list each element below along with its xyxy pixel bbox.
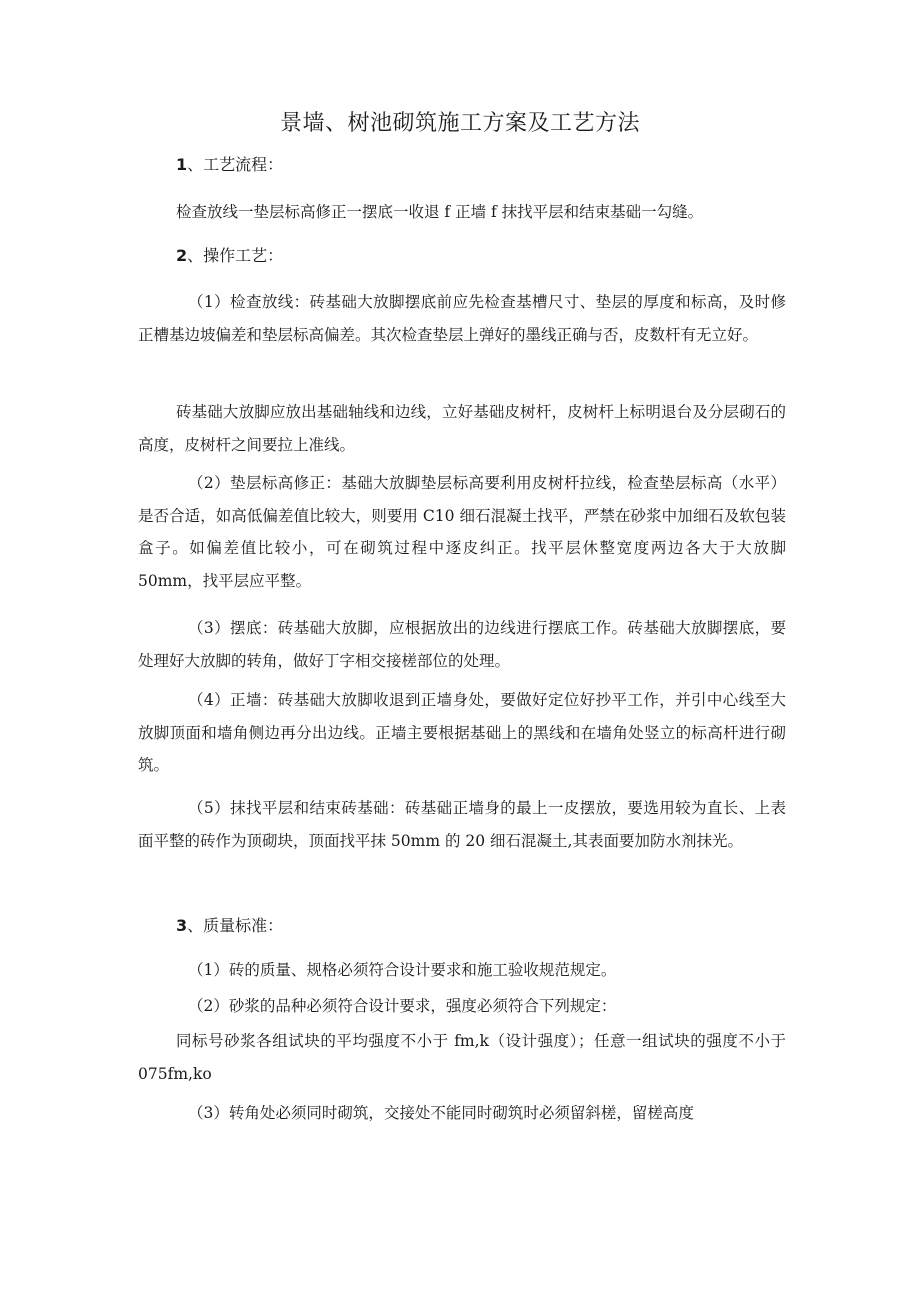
section-number: 2: [176, 246, 188, 265]
document-title: 景墙、树池砌筑施工方案及工艺方法: [279, 111, 640, 136]
paragraph: 同标号砂浆各组试块的平均强度不小于 fm,k（设计强度）；任意一组试块的强度不小于 075fm,ko: [138, 1032, 786, 1083]
section-number: 1: [176, 155, 188, 174]
paragraph: （2）垫层标高修正：基础大放脚垫层标高要利用皮树杆拉线，检查垫层标高（水平）是否合适，如高低偏差值比较大，则要用 C10 细石混凝土找平，严禁在砂浆中加细石及软包装盒子。如偏差值比较小，可在砌筑过程中逐皮纠正。找平层休整宽度两边各大于大放脚 50mm，找平层应平整。: [138, 474, 786, 590]
paragraph: （1）检查放线：砖基础大放脚摆底前应先检查基槽尺寸、垫层的厚度和标高，及时修正槽基边坡偏差和垫层标高偏差。其次检查垫层上弹好的墨线正确与否，皮数杆有无立好。: [138, 293, 786, 344]
section-heading-text: 、操作工艺：: [187, 246, 284, 265]
paragraph: 检查放线一垫层标高修正一摆底一收退 f 正墙 f 抹找平层和结束基础一勾缝。: [176, 203, 704, 221]
paragraph: （1）砖的质量、规格必须符合设计要求和施工验收规范规定。: [188, 961, 617, 979]
section-heading-text: 、质量标准：: [187, 916, 284, 935]
section-heading-text: 、工艺流程：: [187, 155, 284, 174]
paragraph: 砖基础大放脚应放出基础轴线和边线，立好基础皮树杆，皮树杆上标明退台及分层砌石的高度，皮树杆之间要拉上准线。: [138, 403, 786, 454]
paragraph: （3）转角处必须同时砌筑，交接处不能同时砌筑时必须留斜槎，留槎高度: [188, 1104, 694, 1122]
section-heading-quality-standard: [176, 913, 283, 936]
section-number: 3: [176, 916, 188, 935]
paragraph: （3）摆底：砖基础大放脚，应根据放出的边线进行摆底工作。砖基础大放脚摆底，要处理好大放脚的转角，做好丁字相交接槎部位的处理。: [138, 619, 786, 670]
section-heading-process-flow: [176, 152, 283, 175]
paragraph: （4）正墙：砖基础大放脚收退到正墙身处，要做好定位好抄平工作，并引中心线至大放脚顶面和墙角侧边再分出边线。正墙主要根据基础上的黑线和在墙角处竖立的标高杆进行砌筑。: [138, 691, 786, 774]
paragraph: （5）抹找平层和结束砖基础：砖基础正墙身的最上一皮摆放，要选用较为直长、上表面平整的砖作为顶砌块，顶面找平抹 50mm 的 20 细石混凝土,其表面要加防水剂抹光。: [138, 799, 786, 850]
section-heading-operation-process: [176, 243, 283, 266]
paragraph: （2）砂浆的品种必须符合设计要求，强度必须符合下列规定：: [188, 997, 617, 1015]
